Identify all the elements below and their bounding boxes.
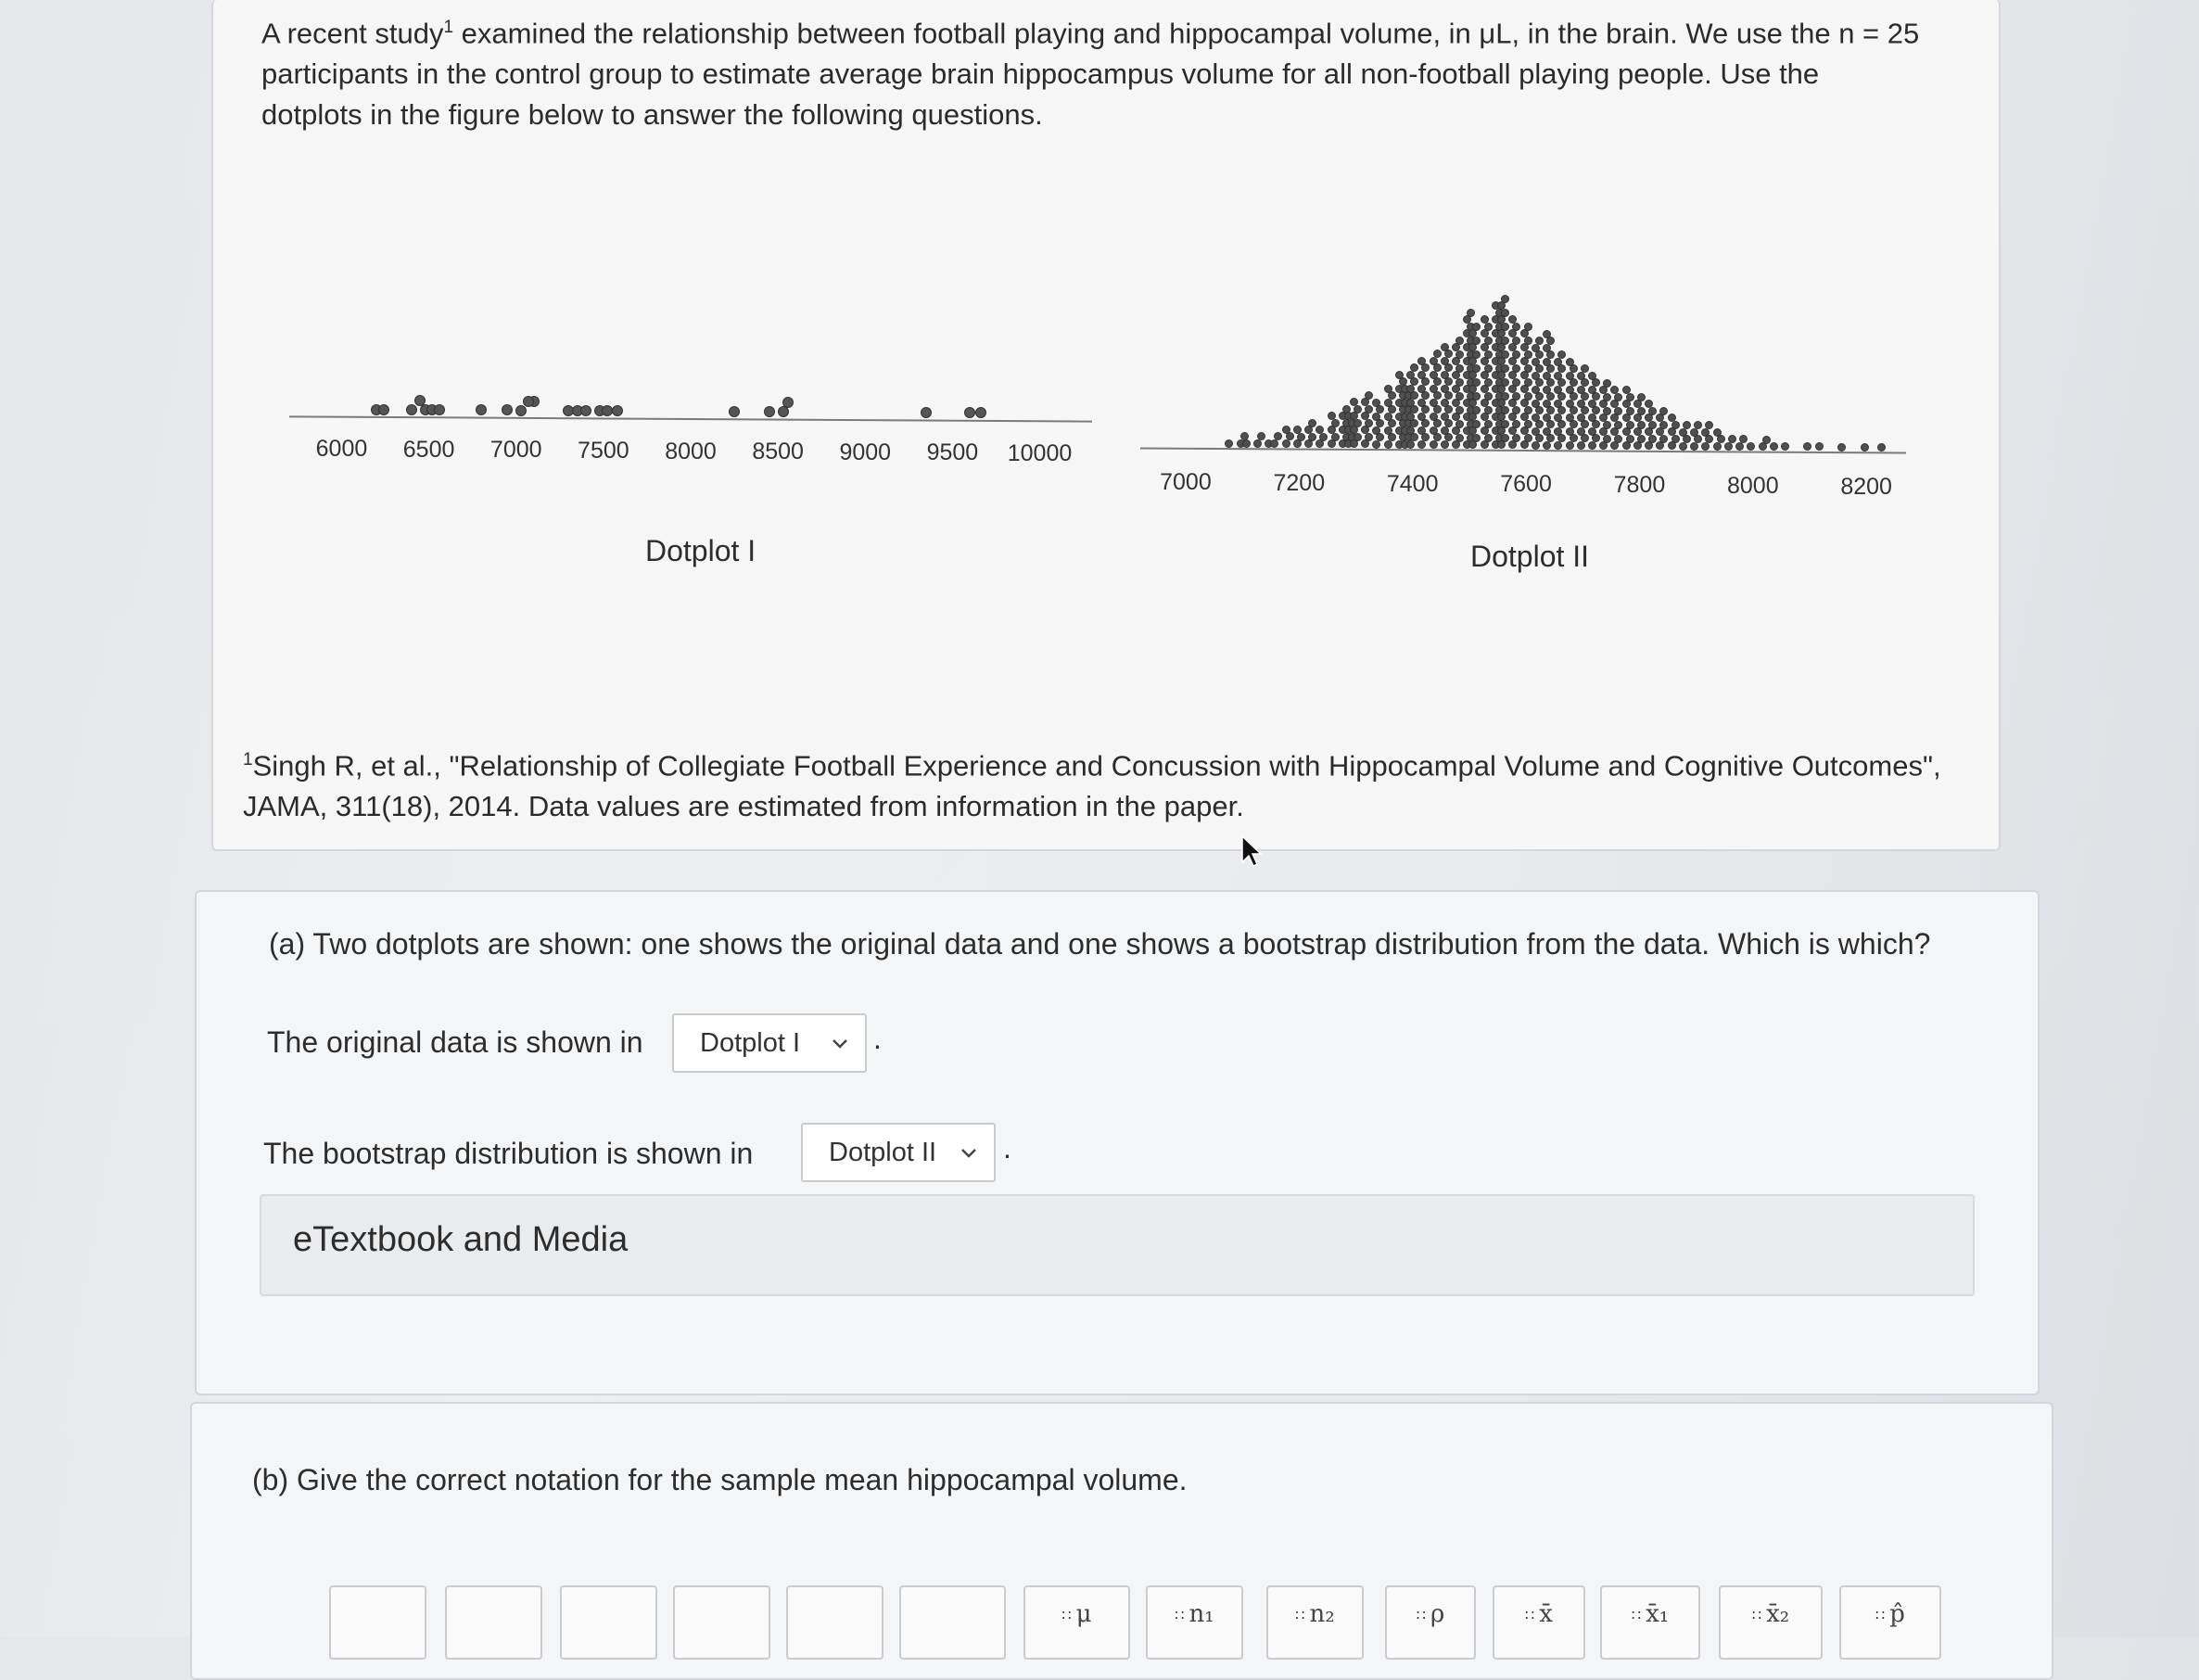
data-point xyxy=(1484,364,1493,373)
data-point xyxy=(612,405,623,416)
part-a-question: (a) Two dotplots are shown: one shows the original data and one shows a bootstrap distribution from the data. Which is which? xyxy=(269,927,1931,961)
data-point xyxy=(1354,419,1362,427)
data-point xyxy=(1501,378,1509,387)
data-point xyxy=(1384,385,1392,393)
math-symbol-label: x̄₂ xyxy=(1766,1600,1790,1628)
data-point xyxy=(1484,350,1493,359)
data-point xyxy=(1554,372,1562,380)
tick-label: 8200 xyxy=(1840,473,1892,500)
data-point xyxy=(1467,309,1475,317)
data-point xyxy=(1762,436,1771,444)
data-point xyxy=(1484,434,1493,442)
data-point xyxy=(1501,406,1509,414)
data-point xyxy=(1554,358,1562,366)
etextbook-media-label: eTextbook and Media xyxy=(293,1220,629,1259)
data-point xyxy=(1588,441,1596,450)
data-point xyxy=(1861,443,1869,452)
tick-label: 7500 xyxy=(578,438,629,465)
grip-icon: ∷ xyxy=(1525,1606,1540,1624)
data-point xyxy=(1566,400,1574,408)
data-point xyxy=(1282,439,1290,448)
data-point xyxy=(1837,443,1846,452)
data-point xyxy=(1577,427,1585,436)
data-point xyxy=(1588,400,1596,408)
grip-icon: ∷ xyxy=(1631,1606,1646,1624)
tick-label: 7800 xyxy=(1613,472,1666,499)
original-data-select[interactable] xyxy=(672,1013,867,1073)
original-data-select-value: Dotplot I xyxy=(700,1027,800,1058)
data-point xyxy=(1328,412,1336,420)
math-symbol-button[interactable] xyxy=(329,1585,426,1660)
data-point xyxy=(1603,379,1611,388)
tick-label: 7200 xyxy=(1273,470,1326,497)
data-point xyxy=(1406,399,1415,407)
data-point xyxy=(1637,393,1646,401)
data-point xyxy=(1713,428,1722,437)
bootstrap-select-value: Dotplot II xyxy=(829,1137,937,1167)
data-point xyxy=(1524,364,1532,373)
data-point xyxy=(1524,406,1532,414)
grip-icon: ∷ xyxy=(1875,1606,1890,1624)
data-point xyxy=(1566,358,1574,366)
data-point xyxy=(1501,309,1509,317)
data-point xyxy=(1406,426,1415,435)
math-symbol-button[interactable] xyxy=(445,1585,542,1660)
math-symbol-label: ρ xyxy=(1430,1600,1445,1628)
chevron-down-icon xyxy=(830,1033,850,1053)
data-point xyxy=(1554,386,1562,394)
data-point xyxy=(1671,435,1680,443)
data-point xyxy=(1626,407,1634,415)
math-symbol-label: n₁ xyxy=(1188,1600,1214,1628)
data-point xyxy=(378,404,389,415)
grip-icon: ∷ xyxy=(1751,1606,1767,1624)
math-symbol-button[interactable] xyxy=(899,1585,1006,1660)
data-point xyxy=(1626,421,1634,429)
data-point xyxy=(1524,323,1532,331)
tick-label: 6000 xyxy=(315,436,368,463)
grip-icon: ∷ xyxy=(1416,1606,1430,1624)
tick-label: 10000 xyxy=(1007,439,1073,466)
data-point xyxy=(1331,433,1340,441)
data-point xyxy=(1455,337,1464,345)
data-point xyxy=(1577,400,1585,408)
data-point xyxy=(1253,439,1262,448)
data-point xyxy=(1554,427,1562,436)
dotplot-1-caption: Dotplot I xyxy=(645,534,756,567)
data-point xyxy=(1588,427,1596,436)
bootstrap-label: The bootstrap distribution is shown in xyxy=(263,1137,754,1170)
data-point xyxy=(1877,443,1886,452)
data-point xyxy=(1535,337,1544,345)
data-point xyxy=(1626,435,1634,443)
data-point xyxy=(1501,392,1509,401)
data-point xyxy=(1484,337,1493,345)
part-b-question: (b) Give the correct notation for the sample mean hippocampal volume. xyxy=(252,1463,1188,1496)
data-point xyxy=(1441,385,1449,393)
data-point xyxy=(1524,337,1532,345)
data-point xyxy=(1441,426,1449,435)
math-symbol-label: μ xyxy=(1075,1600,1092,1628)
data-point xyxy=(1484,323,1493,331)
data-point xyxy=(1441,343,1449,351)
tick-label: 7400 xyxy=(1386,470,1439,497)
data-point xyxy=(1683,421,1691,429)
data-point xyxy=(1501,364,1509,373)
data-point xyxy=(602,405,613,416)
data-point xyxy=(1501,420,1509,428)
math-symbol-label: x̄₁ xyxy=(1646,1600,1670,1628)
data-point xyxy=(1566,441,1574,450)
math-symbol-button[interactable] xyxy=(673,1585,770,1660)
data-point xyxy=(1354,433,1362,441)
data-point xyxy=(1484,406,1493,414)
math-symbol-button[interactable] xyxy=(786,1585,883,1660)
data-point xyxy=(1430,413,1438,421)
data-point xyxy=(1588,414,1596,422)
data-point xyxy=(1554,441,1562,450)
data-point xyxy=(1501,295,1509,303)
data-point xyxy=(1372,399,1380,407)
chevron-down-icon xyxy=(959,1142,979,1163)
math-symbol-button[interactable] xyxy=(1023,1585,1130,1660)
data-point xyxy=(1588,386,1596,394)
math-symbol-button[interactable] xyxy=(1266,1585,1364,1660)
period-2: . xyxy=(1003,1131,1011,1165)
data-point xyxy=(1501,323,1509,331)
etextbook-media-bar[interactable] xyxy=(260,1194,1975,1296)
data-point xyxy=(1524,392,1532,401)
math-symbol-button[interactable] xyxy=(1719,1585,1823,1660)
data-point xyxy=(1566,372,1574,380)
data-point xyxy=(1501,434,1509,442)
tick-label: 7600 xyxy=(1500,471,1552,498)
data-point xyxy=(1430,399,1438,407)
data-point xyxy=(1524,350,1532,359)
math-symbol-label: x̄ xyxy=(1539,1600,1553,1628)
tick-label: 7000 xyxy=(489,437,542,464)
data-point xyxy=(1566,386,1574,394)
math-symbol-button[interactable] xyxy=(1493,1585,1585,1660)
grip-icon: ∷ xyxy=(1175,1606,1189,1624)
data-point xyxy=(1282,426,1290,434)
data-point xyxy=(1671,421,1680,429)
data-point xyxy=(1484,420,1493,428)
data-point xyxy=(1554,400,1562,408)
data-point xyxy=(1430,371,1438,379)
data-point xyxy=(1484,378,1493,387)
data-point xyxy=(1637,421,1646,429)
data-point xyxy=(414,395,426,406)
data-point xyxy=(1354,405,1362,414)
math-symbol-label: p̂ xyxy=(1889,1600,1905,1628)
data-point xyxy=(1441,413,1449,421)
math-symbol-button[interactable] xyxy=(1839,1585,1941,1660)
data-point xyxy=(1577,414,1585,422)
data-point xyxy=(1577,372,1585,380)
original-data-label: The original data is shown in xyxy=(267,1025,643,1059)
data-point xyxy=(1441,371,1449,379)
grip-icon: ∷ xyxy=(1061,1606,1076,1624)
data-point xyxy=(1626,393,1634,401)
data-point xyxy=(1543,330,1551,338)
math-symbol-button[interactable] xyxy=(1385,1585,1476,1660)
tick-label: 9500 xyxy=(926,439,979,466)
data-point xyxy=(1430,440,1438,449)
data-point xyxy=(1430,385,1438,393)
footnote: $^1$Singh R, et al., "Relationship of Collegiate Football Experience and Concussion with Hippocampal Volume and Cognitive Outcomes", JAMA, 311(18), 2014. Data values are estimated from information in the paper. xyxy=(243,749,1941,823)
period-1: . xyxy=(873,1022,882,1055)
data-point xyxy=(1724,442,1733,451)
data-point xyxy=(1566,427,1574,436)
data-point xyxy=(1648,421,1657,429)
data-point xyxy=(1524,420,1532,428)
data-point xyxy=(1293,426,1302,434)
data-point xyxy=(1637,435,1646,443)
tick-label: 6500 xyxy=(402,436,455,463)
data-point xyxy=(1430,357,1438,365)
grip-icon: ∷ xyxy=(1295,1606,1310,1624)
data-point xyxy=(1770,442,1778,451)
tick-label: 9000 xyxy=(839,439,892,465)
data-point xyxy=(1554,414,1562,422)
data-point xyxy=(406,404,417,415)
data-point xyxy=(1524,434,1532,442)
data-point xyxy=(1501,337,1509,345)
data-point xyxy=(1441,357,1449,365)
tick-label: 8000 xyxy=(665,438,717,465)
tick-label: 7000 xyxy=(1160,469,1212,496)
data-point xyxy=(1566,414,1574,422)
data-point xyxy=(580,405,591,416)
math-symbol-button[interactable] xyxy=(1600,1585,1700,1660)
data-point xyxy=(1308,419,1316,427)
math-symbol-button[interactable] xyxy=(1146,1585,1243,1660)
data-point xyxy=(1242,439,1251,448)
data-point xyxy=(1406,371,1415,379)
problem-intro-text: A recent study$^1$ examined the relationship between football playing and hippocampal volume, in μL, in the brain. We use the n = 25 participants in the control group to estimate average brain hippocampus volume for all non-football playing people. Use the dotplots in the figure below to answer the following questions. xyxy=(261,17,1920,132)
data-point xyxy=(1441,440,1449,449)
data-point xyxy=(1441,399,1449,407)
data-point xyxy=(1637,407,1646,415)
data-point xyxy=(1308,433,1316,441)
data-point xyxy=(1395,371,1404,379)
data-point xyxy=(1588,372,1596,380)
data-point xyxy=(1648,435,1657,443)
bootstrap-select[interactable] xyxy=(801,1123,996,1182)
math-symbol-label: n₂ xyxy=(1309,1600,1335,1628)
data-point xyxy=(1577,441,1585,450)
data-point xyxy=(1484,392,1493,401)
data-point xyxy=(1577,386,1585,394)
data-point xyxy=(1735,442,1744,451)
mouse-cursor-icon xyxy=(1240,834,1265,868)
math-symbol-button[interactable] xyxy=(560,1585,657,1660)
data-point xyxy=(1406,385,1415,393)
data-point xyxy=(434,404,445,415)
tick-label: 8000 xyxy=(1726,472,1779,499)
data-point xyxy=(523,396,534,407)
tick-label: 8500 xyxy=(752,439,804,465)
data-point xyxy=(1622,386,1631,394)
data-point xyxy=(1481,315,1489,324)
data-point xyxy=(1319,433,1328,441)
data-point xyxy=(1713,442,1722,451)
data-point xyxy=(1406,413,1415,421)
data-point xyxy=(729,406,740,417)
data-point xyxy=(764,406,775,417)
data-point xyxy=(1331,419,1340,427)
dotplot-2-caption: Dotplot II xyxy=(1470,540,1590,573)
data-point xyxy=(975,407,986,418)
data-point xyxy=(1225,439,1233,448)
data-point xyxy=(1524,378,1532,387)
data-point xyxy=(1430,426,1438,435)
data-point xyxy=(1501,350,1509,359)
data-point xyxy=(1648,407,1657,415)
data-point xyxy=(1406,440,1415,449)
